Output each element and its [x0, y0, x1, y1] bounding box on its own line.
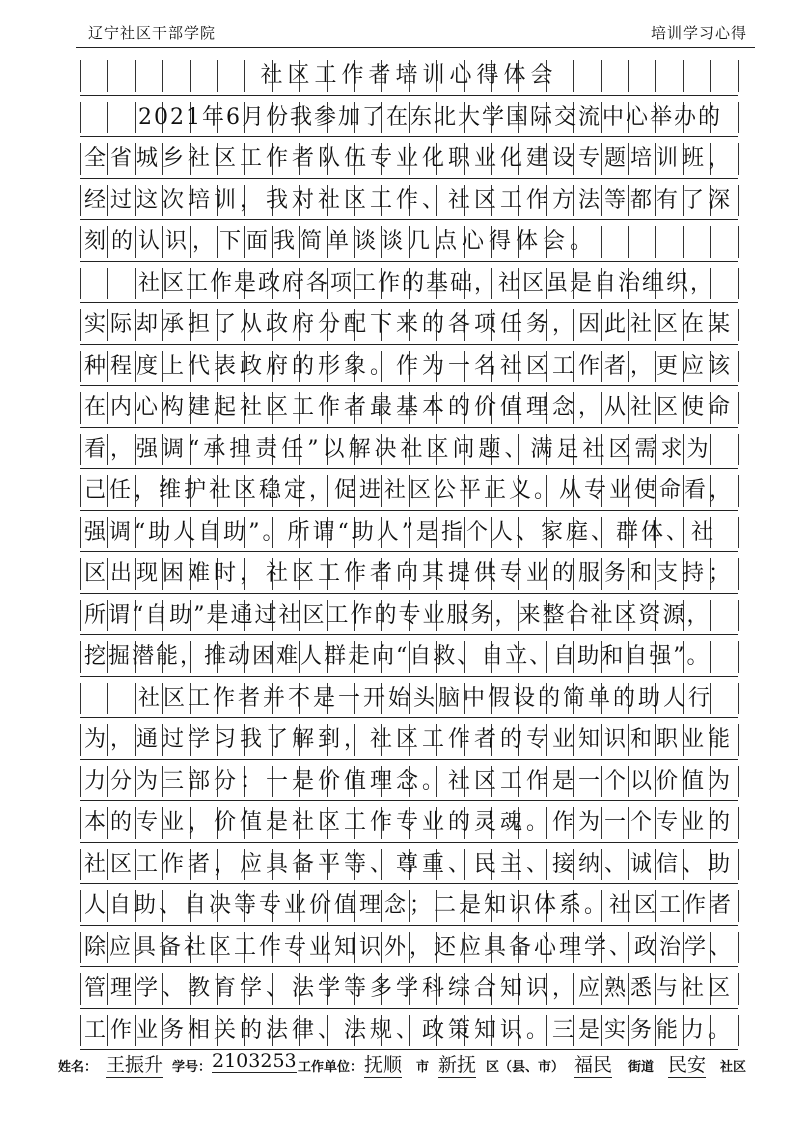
community-value: 民安	[668, 1050, 706, 1078]
district-value: 新抚	[438, 1050, 476, 1078]
text-row	[80, 96, 738, 138]
district-label: 区（县、市）	[486, 1060, 565, 1075]
essay-line: 除应具备社区工作专业知识外，还应具备心理学、政治学、	[84, 934, 735, 960]
text-row	[80, 967, 738, 1009]
text-row	[80, 801, 738, 843]
essay-line: 己任，维护社区稳定，促进社区公平正义。从专业使命看，	[84, 478, 735, 504]
text-row	[80, 179, 738, 221]
work-unit-label: 工作单位：	[298, 1060, 364, 1075]
essay-line: 区出现困难时，社区工作者向其提供专业的服务和支持；	[84, 561, 735, 587]
essay-line: 强调“助人自助”。所谓“助人”是指个人、家庭、群体、社	[84, 519, 716, 545]
essay-line: 全省城乡社区工作者队伍专业化职业化建设专题培训班，	[84, 146, 735, 172]
title-row	[80, 54, 738, 96]
student-id-label: 学号：	[172, 1060, 212, 1075]
page-header	[0, 0, 799, 44]
essay-line: 所谓“自助”是通过社区工作的专业服务，来整合社区资源，	[84, 602, 711, 628]
text-row	[80, 303, 738, 345]
street-value: 福民	[574, 1050, 612, 1078]
text-row	[80, 884, 738, 926]
student-info-footer	[54, 1050, 755, 1080]
text-row	[80, 386, 738, 428]
essay-title: 社区工作者培训心得体会	[260, 63, 558, 89]
essay-line: 刻的认识，下面我简单谈谈几点心得体会。	[84, 229, 598, 255]
text-row	[80, 635, 738, 677]
essay-line: 力分为三部分：一是价值理念。社区工作是一个以价值为	[84, 768, 735, 794]
community-label: 社区	[720, 1060, 747, 1075]
city-value: 抚顺	[364, 1050, 402, 1078]
name-label: 姓名：	[58, 1060, 98, 1075]
text-row	[80, 469, 738, 511]
text-row	[80, 345, 738, 387]
document-category: 培训学习心得	[650, 24, 747, 42]
essay-line: 看，强调“承担责任”以解决社区问题、满足社区需求为	[84, 436, 713, 462]
text-row	[80, 594, 738, 636]
essay-line: 管理学、教育学、法学等多学科综合知识，应熟悉与社区	[84, 976, 735, 1002]
text-row	[80, 718, 738, 760]
essay-line: 本的专业，价值是社区工作专业的灵魂。作为一个专业的	[84, 810, 735, 836]
text-row	[80, 552, 738, 594]
text-row	[80, 262, 738, 304]
essay-line: 工作业务相关的法律、法规、政策知识。三是实务能力。	[84, 1017, 735, 1043]
text-row	[80, 926, 738, 968]
street-label: 街道	[628, 1060, 655, 1075]
essay-line: 在内心构建起社区工作者最基本的价值理念，从社区使命	[84, 395, 735, 421]
student-id-value: 2103253	[212, 1050, 297, 1072]
city-label: 市	[416, 1060, 430, 1075]
essay-line: 种程度上代表政府的形象。作为一名社区工作者，更应该	[84, 353, 735, 379]
essay-line: 经过这次培训，我对社区工作、社区工作方法等都有了深	[84, 187, 735, 213]
essay-line: 社区工作者并不是一开始头脑中假设的简单的助人行	[138, 685, 714, 711]
text-row	[80, 220, 738, 262]
essay-line: 为，通过学习我了解到，社区工作者的专业知识和职业能	[84, 727, 735, 753]
text-row	[80, 760, 738, 802]
text-row	[80, 843, 738, 885]
name-value: 王振升	[106, 1050, 163, 1078]
text-row	[80, 511, 738, 553]
text-row	[80, 677, 738, 719]
text-row	[80, 428, 738, 470]
text-row	[80, 137, 738, 179]
ruled-writing-sheet	[80, 54, 738, 1050]
essay-line: 实际却承担了从政府分配下来的各项任务，因此社区在某	[84, 312, 735, 338]
header-rule	[76, 47, 755, 48]
essay-line: 挖掘潜能，推动困难人群走向“自救、自立、自助和自强”。	[84, 644, 711, 670]
essay-line: 社区工作者，应具备平等、尊重、民主、接纳、诚信、助	[84, 851, 735, 877]
essay-line: 社区工作是政府各项工作的基础，社区虽是自治组织，	[138, 270, 715, 296]
essay-line: 人自助、自决等专业价值理念；二是知识体系。社区工作者	[84, 893, 735, 919]
institution-name: 辽宁社区干部学院	[88, 24, 217, 42]
text-row	[80, 1009, 738, 1051]
essay-line: 2021年6月份我参加了在东北大学国际交流中心举办的	[138, 104, 722, 130]
